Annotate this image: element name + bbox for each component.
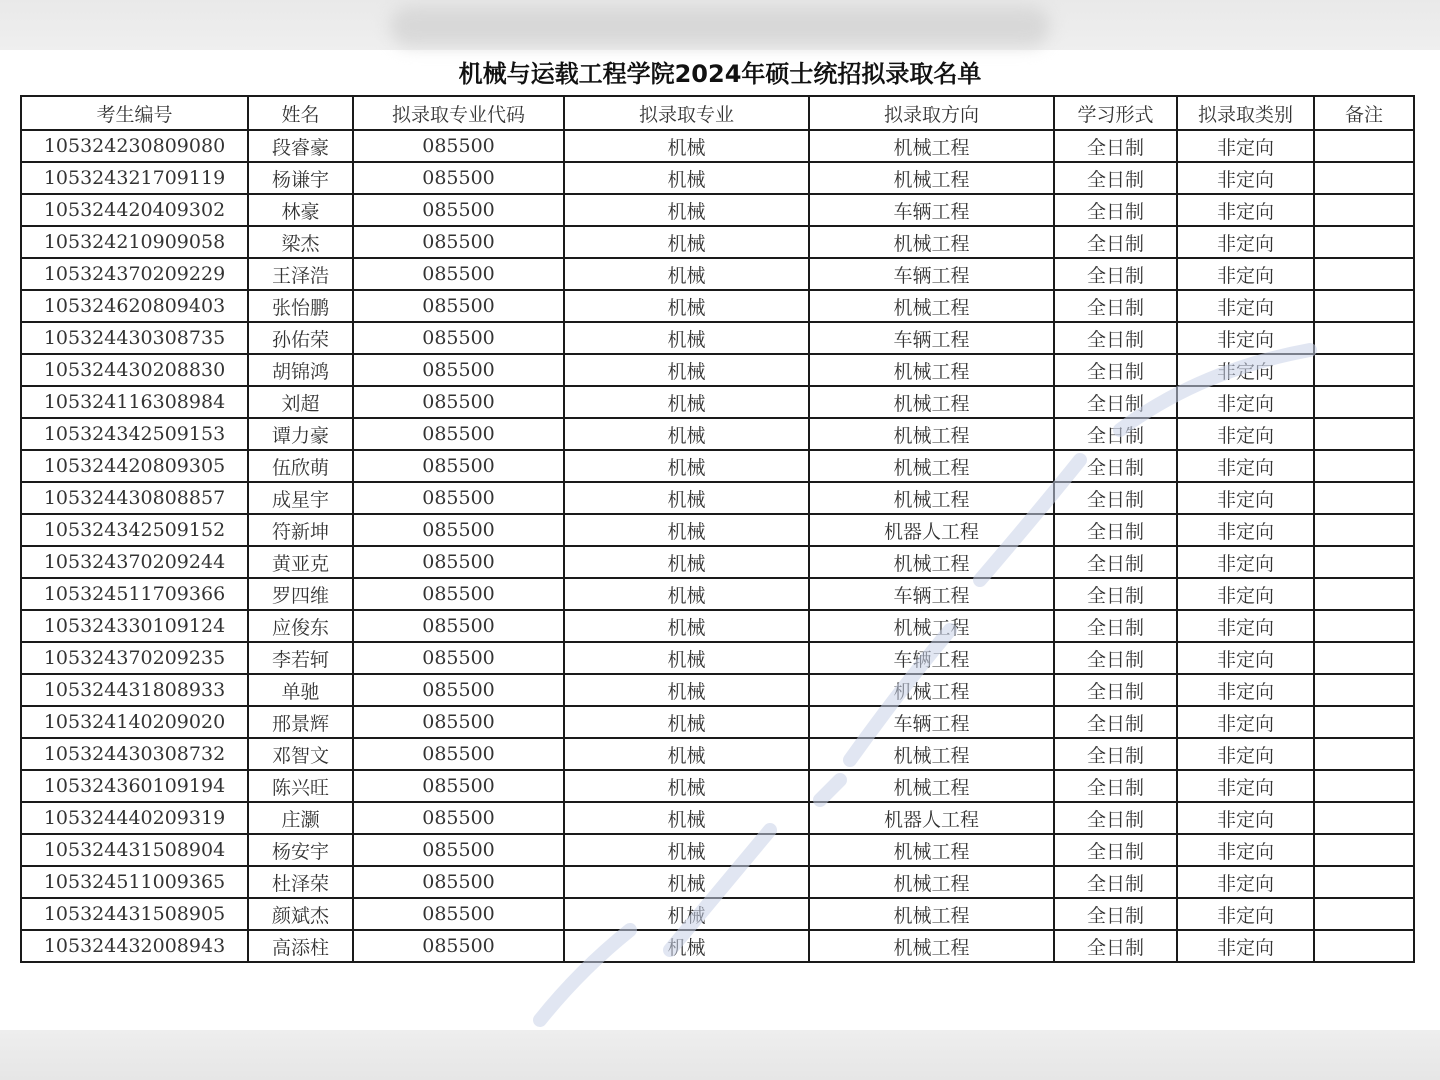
cell-candidate-id: 105324431808933 (21, 674, 248, 706)
table-header-row (21, 96, 1414, 130)
cell-major: 机械 (564, 834, 809, 866)
cell-admission-type: 非定向 (1177, 162, 1314, 194)
cell-major-code: 085500 (353, 898, 564, 930)
table-row (21, 834, 1414, 866)
cell-major: 机械 (564, 290, 809, 322)
cell-direction: 机械工程 (809, 866, 1054, 898)
cell-candidate-id: 105324116308984 (21, 386, 248, 418)
cell-candidate-id: 105324420809305 (21, 450, 248, 482)
bottom-blurred-band (0, 1030, 1440, 1080)
cell-direction: 车辆工程 (809, 642, 1054, 674)
cell-candidate-id: 105324440209319 (21, 802, 248, 834)
cell-major: 机械 (564, 770, 809, 802)
column-header-major-code: 拟录取专业代码 (353, 96, 564, 130)
cell-name: 邢景辉 (248, 706, 353, 738)
cell-name: 邓智文 (248, 738, 353, 770)
cell-study-mode: 全日制 (1054, 674, 1177, 706)
cell-name: 谭力豪 (248, 418, 353, 450)
cell-admission-type: 非定向 (1177, 578, 1314, 610)
cell-remarks (1314, 482, 1414, 514)
cell-remarks (1314, 290, 1414, 322)
cell-major: 机械 (564, 546, 809, 578)
cell-major-code: 085500 (353, 546, 564, 578)
cell-remarks (1314, 738, 1414, 770)
cell-study-mode: 全日制 (1054, 738, 1177, 770)
cell-candidate-id: 105324210909058 (21, 226, 248, 258)
cell-remarks (1314, 546, 1414, 578)
cell-candidate-id: 105324321709119 (21, 162, 248, 194)
cell-direction: 车辆工程 (809, 194, 1054, 226)
cell-candidate-id: 105324370209244 (21, 546, 248, 578)
cell-study-mode: 全日制 (1054, 130, 1177, 162)
table-row (21, 226, 1414, 258)
cell-major-code: 085500 (353, 514, 564, 546)
cell-candidate-id: 105324420409302 (21, 194, 248, 226)
cell-candidate-id: 105324430308732 (21, 738, 248, 770)
cell-admission-type: 非定向 (1177, 130, 1314, 162)
cell-remarks (1314, 130, 1414, 162)
cell-candidate-id: 105324370209229 (21, 258, 248, 290)
cell-major-code: 085500 (353, 674, 564, 706)
column-header-direction: 拟录取方向 (809, 96, 1054, 130)
cell-admission-type: 非定向 (1177, 610, 1314, 642)
cell-major-code: 085500 (353, 866, 564, 898)
cell-study-mode: 全日制 (1054, 642, 1177, 674)
cell-major-code: 085500 (353, 258, 564, 290)
cell-major-code: 085500 (353, 418, 564, 450)
table-row (21, 322, 1414, 354)
table-row (21, 578, 1414, 610)
cell-major-code: 085500 (353, 738, 564, 770)
cell-major: 机械 (564, 930, 809, 962)
cell-admission-type: 非定向 (1177, 642, 1314, 674)
cell-study-mode: 全日制 (1054, 930, 1177, 962)
table-row (21, 866, 1414, 898)
cell-admission-type: 非定向 (1177, 226, 1314, 258)
cell-major: 机械 (564, 738, 809, 770)
table-row (21, 418, 1414, 450)
cell-direction: 机械工程 (809, 738, 1054, 770)
cell-remarks (1314, 770, 1414, 802)
cell-direction: 车辆工程 (809, 322, 1054, 354)
cell-major-code: 085500 (353, 642, 564, 674)
cell-major-code: 085500 (353, 354, 564, 386)
cell-admission-type: 非定向 (1177, 322, 1314, 354)
cell-candidate-id: 105324432008943 (21, 930, 248, 962)
cell-direction: 机械工程 (809, 418, 1054, 450)
cell-major-code: 085500 (353, 610, 564, 642)
cell-candidate-id: 105324430808857 (21, 482, 248, 514)
table-row (21, 930, 1414, 962)
cell-remarks (1314, 258, 1414, 290)
cell-remarks (1314, 386, 1414, 418)
cell-admission-type: 非定向 (1177, 418, 1314, 450)
cell-major-code: 085500 (353, 450, 564, 482)
cell-candidate-id: 105324330109124 (21, 610, 248, 642)
cell-admission-type: 非定向 (1177, 834, 1314, 866)
cell-admission-type: 非定向 (1177, 546, 1314, 578)
cell-study-mode: 全日制 (1054, 482, 1177, 514)
cell-admission-type: 非定向 (1177, 194, 1314, 226)
cell-direction: 机械工程 (809, 290, 1054, 322)
cell-name: 杨安宇 (248, 834, 353, 866)
column-header-remarks: 备注 (1314, 96, 1414, 130)
cell-direction: 机械工程 (809, 610, 1054, 642)
table-row (21, 514, 1414, 546)
table-row (21, 706, 1414, 738)
cell-study-mode: 全日制 (1054, 450, 1177, 482)
cell-candidate-id: 105324342509152 (21, 514, 248, 546)
cell-direction: 车辆工程 (809, 258, 1054, 290)
cell-remarks (1314, 194, 1414, 226)
cell-major: 机械 (564, 226, 809, 258)
cell-direction: 机械工程 (809, 770, 1054, 802)
cell-admission-type: 非定向 (1177, 354, 1314, 386)
cell-name: 王泽浩 (248, 258, 353, 290)
cell-major-code: 085500 (353, 578, 564, 610)
table-row (21, 642, 1414, 674)
cell-candidate-id: 105324342509153 (21, 418, 248, 450)
table-row (21, 162, 1414, 194)
cell-study-mode: 全日制 (1054, 258, 1177, 290)
cell-major: 机械 (564, 514, 809, 546)
cell-major-code: 085500 (353, 386, 564, 418)
cell-name: 庄灏 (248, 802, 353, 834)
cell-admission-type: 非定向 (1177, 482, 1314, 514)
cell-major: 机械 (564, 450, 809, 482)
cell-candidate-id: 105324511009365 (21, 866, 248, 898)
cell-study-mode: 全日制 (1054, 834, 1177, 866)
cell-study-mode: 全日制 (1054, 514, 1177, 546)
cell-name: 陈兴旺 (248, 770, 353, 802)
cell-direction: 机械工程 (809, 162, 1054, 194)
table-row (21, 802, 1414, 834)
cell-major-code: 085500 (353, 322, 564, 354)
cell-remarks (1314, 866, 1414, 898)
table-row (21, 290, 1414, 322)
cell-name: 颜斌杰 (248, 898, 353, 930)
cell-remarks (1314, 354, 1414, 386)
cell-admission-type: 非定向 (1177, 674, 1314, 706)
cell-major: 机械 (564, 898, 809, 930)
cell-admission-type: 非定向 (1177, 450, 1314, 482)
cell-major: 机械 (564, 386, 809, 418)
cell-name: 黄亚克 (248, 546, 353, 578)
cell-remarks (1314, 450, 1414, 482)
cell-major: 机械 (564, 194, 809, 226)
cell-candidate-id: 105324370209235 (21, 642, 248, 674)
cell-major: 机械 (564, 802, 809, 834)
cell-name: 符新坤 (248, 514, 353, 546)
cell-remarks (1314, 162, 1414, 194)
cell-remarks (1314, 674, 1414, 706)
cell-direction: 机械工程 (809, 226, 1054, 258)
cell-major: 机械 (564, 642, 809, 674)
cell-major-code: 085500 (353, 226, 564, 258)
cell-study-mode: 全日制 (1054, 578, 1177, 610)
cell-name: 段睿豪 (248, 130, 353, 162)
cell-remarks (1314, 578, 1414, 610)
cell-major-code: 085500 (353, 290, 564, 322)
cell-admission-type: 非定向 (1177, 386, 1314, 418)
cell-major: 机械 (564, 162, 809, 194)
column-header-name: 姓名 (248, 96, 353, 130)
cell-direction: 机械工程 (809, 834, 1054, 866)
cell-remarks (1314, 610, 1414, 642)
cell-study-mode: 全日制 (1054, 162, 1177, 194)
cell-remarks (1314, 834, 1414, 866)
column-header-major: 拟录取专业 (564, 96, 809, 130)
cell-name: 张怡鹏 (248, 290, 353, 322)
cell-major: 机械 (564, 866, 809, 898)
cell-major: 机械 (564, 418, 809, 450)
cell-name: 应俊东 (248, 610, 353, 642)
cell-remarks (1314, 514, 1414, 546)
cell-candidate-id: 105324511709366 (21, 578, 248, 610)
cell-major: 机械 (564, 354, 809, 386)
cell-major-code: 085500 (353, 834, 564, 866)
cell-study-mode: 全日制 (1054, 706, 1177, 738)
cell-direction: 机器人工程 (809, 514, 1054, 546)
admission-table (20, 95, 1415, 963)
cell-major: 机械 (564, 674, 809, 706)
cell-direction: 机器人工程 (809, 802, 1054, 834)
cell-major-code: 085500 (353, 930, 564, 962)
cell-direction: 机械工程 (809, 930, 1054, 962)
cell-study-mode: 全日制 (1054, 898, 1177, 930)
cell-major-code: 085500 (353, 706, 564, 738)
cell-direction: 机械工程 (809, 386, 1054, 418)
cell-remarks (1314, 706, 1414, 738)
table-row (21, 610, 1414, 642)
cell-name: 伍欣萌 (248, 450, 353, 482)
table-row (21, 130, 1414, 162)
cell-major: 机械 (564, 482, 809, 514)
column-header-admission-type: 拟录取类别 (1177, 96, 1314, 130)
cell-name: 李若轲 (248, 642, 353, 674)
cell-admission-type: 非定向 (1177, 770, 1314, 802)
cell-major: 机械 (564, 706, 809, 738)
cell-major-code: 085500 (353, 482, 564, 514)
cell-name: 单驰 (248, 674, 353, 706)
cell-admission-type: 非定向 (1177, 866, 1314, 898)
table-row (21, 898, 1414, 930)
cell-major-code: 085500 (353, 130, 564, 162)
cell-study-mode: 全日制 (1054, 354, 1177, 386)
cell-candidate-id: 105324430308735 (21, 322, 248, 354)
cell-remarks (1314, 418, 1414, 450)
cell-name: 刘超 (248, 386, 353, 418)
cell-candidate-id: 105324431508904 (21, 834, 248, 866)
table-row (21, 258, 1414, 290)
cell-remarks (1314, 322, 1414, 354)
cell-name: 胡锦鸿 (248, 354, 353, 386)
cell-candidate-id: 105324620809403 (21, 290, 248, 322)
cell-admission-type: 非定向 (1177, 258, 1314, 290)
cell-candidate-id: 105324360109194 (21, 770, 248, 802)
cell-admission-type: 非定向 (1177, 802, 1314, 834)
cell-major: 机械 (564, 258, 809, 290)
cell-major: 机械 (564, 610, 809, 642)
cell-candidate-id: 105324140209020 (21, 706, 248, 738)
cell-direction: 机械工程 (809, 354, 1054, 386)
column-header-study-mode: 学习形式 (1054, 96, 1177, 130)
cell-admission-type: 非定向 (1177, 290, 1314, 322)
table-row (21, 674, 1414, 706)
table-row (21, 386, 1414, 418)
cell-direction: 车辆工程 (809, 706, 1054, 738)
cell-direction: 车辆工程 (809, 578, 1054, 610)
cell-direction: 机械工程 (809, 674, 1054, 706)
cell-name: 杨谦宇 (248, 162, 353, 194)
cell-direction: 机械工程 (809, 482, 1054, 514)
cell-admission-type: 非定向 (1177, 738, 1314, 770)
cell-major: 机械 (564, 322, 809, 354)
cell-name: 高添柱 (248, 930, 353, 962)
table-row (21, 354, 1414, 386)
cell-study-mode: 全日制 (1054, 290, 1177, 322)
cell-study-mode: 全日制 (1054, 546, 1177, 578)
table-row (21, 450, 1414, 482)
cell-study-mode: 全日制 (1054, 194, 1177, 226)
cell-remarks (1314, 802, 1414, 834)
cell-direction: 机械工程 (809, 546, 1054, 578)
cell-study-mode: 全日制 (1054, 386, 1177, 418)
table-row (21, 546, 1414, 578)
cell-study-mode: 全日制 (1054, 418, 1177, 450)
cell-remarks (1314, 642, 1414, 674)
table-row (21, 482, 1414, 514)
cell-major-code: 085500 (353, 162, 564, 194)
cell-major: 机械 (564, 578, 809, 610)
cell-name: 林豪 (248, 194, 353, 226)
cell-direction: 机械工程 (809, 130, 1054, 162)
cell-major: 机械 (564, 130, 809, 162)
cell-name: 成星宇 (248, 482, 353, 514)
cell-name: 梁杰 (248, 226, 353, 258)
cell-admission-type: 非定向 (1177, 514, 1314, 546)
cell-remarks (1314, 898, 1414, 930)
cell-admission-type: 非定向 (1177, 898, 1314, 930)
cell-admission-type: 非定向 (1177, 706, 1314, 738)
cell-admission-type: 非定向 (1177, 930, 1314, 962)
cell-direction: 机械工程 (809, 898, 1054, 930)
cell-remarks (1314, 930, 1414, 962)
cell-study-mode: 全日制 (1054, 610, 1177, 642)
cell-direction: 机械工程 (809, 450, 1054, 482)
cell-candidate-id: 105324431508905 (21, 898, 248, 930)
table-row (21, 770, 1414, 802)
top-blurred-band (0, 0, 1440, 50)
cell-name: 杜泽荣 (248, 866, 353, 898)
cell-candidate-id: 105324230809080 (21, 130, 248, 162)
cell-study-mode: 全日制 (1054, 866, 1177, 898)
cell-major-code: 085500 (353, 802, 564, 834)
document-title: 机械与运载工程学院2024年硕士统招拟录取名单 (458, 60, 982, 88)
table-row (21, 194, 1414, 226)
cell-major-code: 085500 (353, 770, 564, 802)
cell-remarks (1314, 226, 1414, 258)
cell-major-code: 085500 (353, 194, 564, 226)
column-header-candidate-id: 考生编号 (21, 96, 248, 130)
cell-name: 孙佑荣 (248, 322, 353, 354)
cell-study-mode: 全日制 (1054, 770, 1177, 802)
cell-study-mode: 全日制 (1054, 322, 1177, 354)
cell-study-mode: 全日制 (1054, 226, 1177, 258)
table-row (21, 738, 1414, 770)
cell-name: 罗四维 (248, 578, 353, 610)
cell-candidate-id: 105324430208830 (21, 354, 248, 386)
cell-study-mode: 全日制 (1054, 802, 1177, 834)
